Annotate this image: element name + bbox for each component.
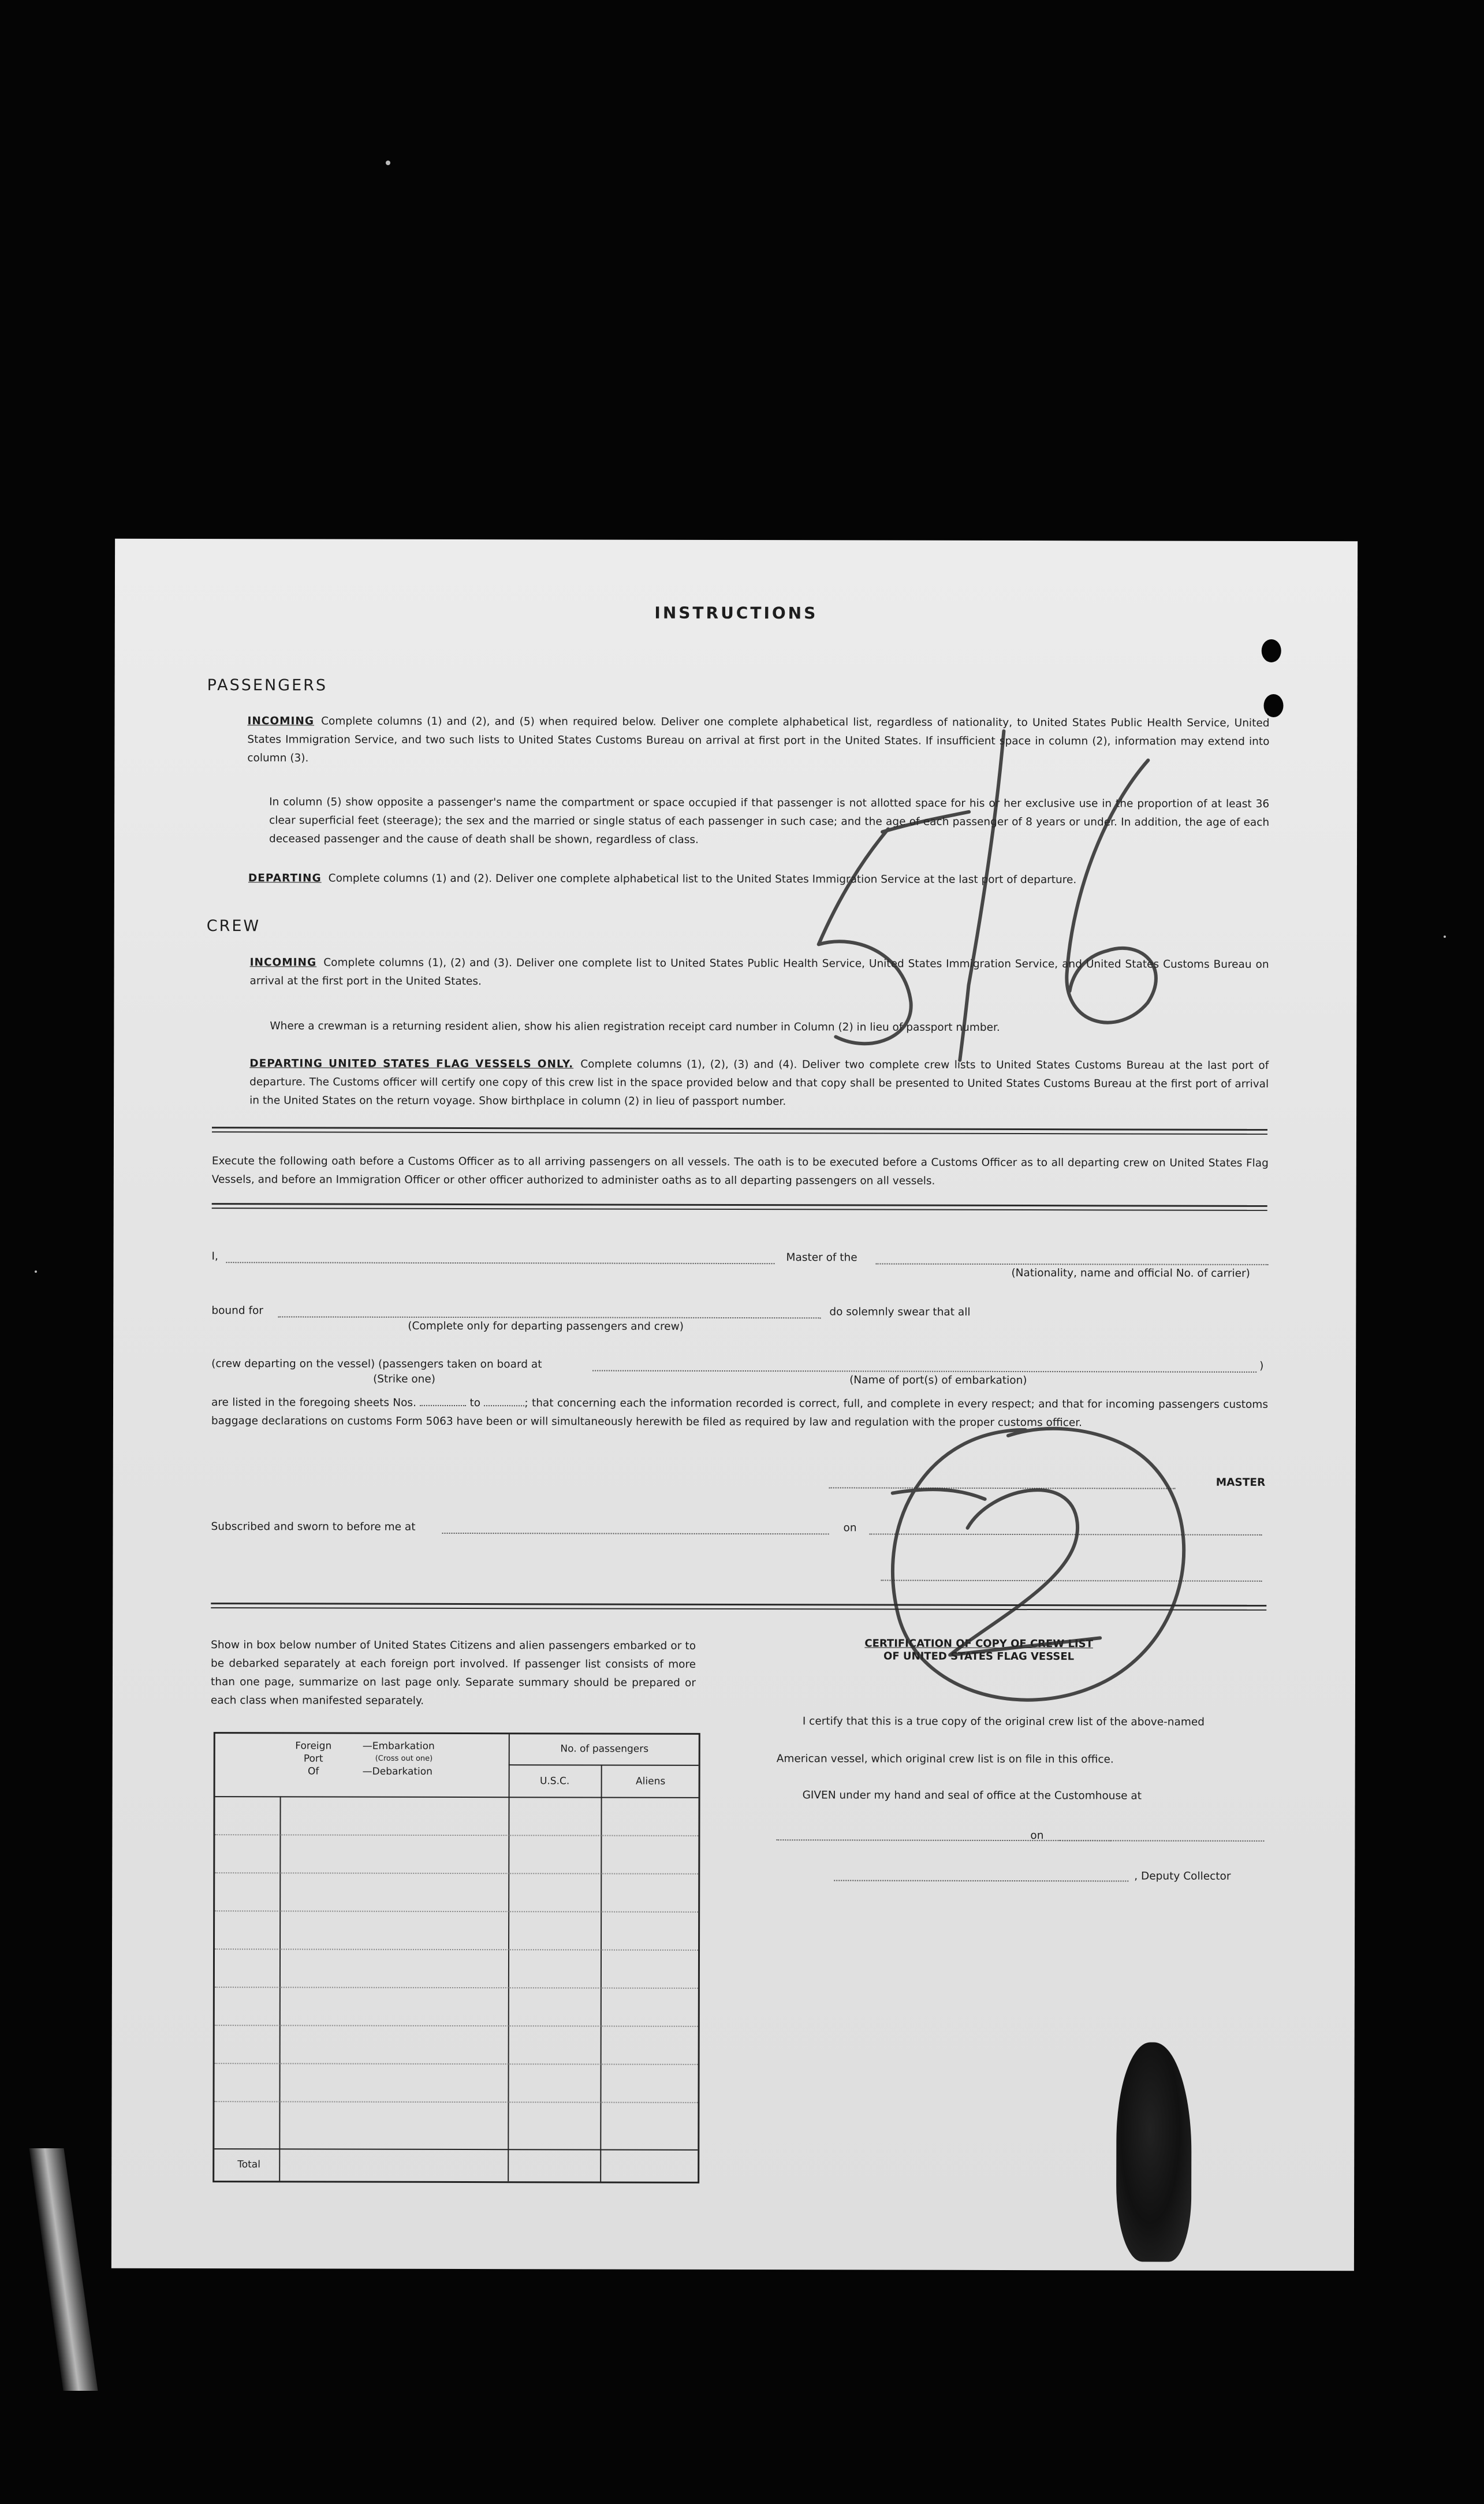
- table-row-line: [215, 2025, 698, 2027]
- dust-speck: [1444, 936, 1446, 938]
- crew-incoming-lead: INCOMING: [249, 956, 317, 969]
- close-paren: ): [1259, 1359, 1264, 1372]
- cert-on-label: on: [1030, 1829, 1044, 1842]
- nationality-caption: (Nationality, name and official No. of carrier): [1011, 1267, 1250, 1280]
- passengers-incoming-paragraph: [247, 712, 1269, 770]
- table-row-line: [215, 1987, 698, 1989]
- listed-to: to: [469, 1397, 481, 1410]
- crew-departing-flag-lead: DEPARTING UNITED STATES FLAG VESSELS ONLY.: [249, 1057, 574, 1071]
- listed-start: are listed in the foregoing sheets Nos.: [211, 1396, 416, 1409]
- divider-rule: [212, 1203, 1267, 1207]
- document-page: [111, 539, 1358, 2271]
- listed-paragraph: [211, 1393, 1268, 1433]
- american-vessel-line: American vessel, which original crew list is on file in this office.: [776, 1753, 1114, 1766]
- dust-speck: [386, 161, 390, 165]
- passenger-summary-table: [212, 1732, 700, 2183]
- divider-rule: [212, 1131, 1267, 1135]
- table-row-line: [215, 1872, 698, 1875]
- table-divider: [279, 1796, 281, 2181]
- bound-caption: (Complete only for departing passengers and crew): [408, 1320, 684, 1333]
- passengers-incoming-text: Complete columns (1) and (2), and (5) when required below. Deliver one complete alphabetical list, regardless of nationality, to United States Public Health Service, United States Immigration Service, and two such lists to United States Customs Bureau on arrival at first port in the United States. If insufficient space in column (2), information may extend into column (3).: [247, 715, 1270, 765]
- passengers-departing-text: Complete columns (1) and (2). Deliver one complete alphabetical list to the United States Immigration Service at the last port of departure.: [328, 872, 1077, 886]
- master-label: MASTER: [1215, 1476, 1266, 1489]
- crew-incoming-paragraph: [250, 953, 1269, 993]
- col-aliens-header: Aliens: [636, 1775, 666, 1787]
- dust-speck: [35, 1270, 37, 1273]
- subscribed-date-line: [870, 1533, 1262, 1535]
- given-line: GIVEN under my hand and seal of office at the Customhouse at: [802, 1789, 1142, 1802]
- passengers-heading: PASSENGERS: [207, 676, 328, 695]
- column5-paragraph: In column (5) show opposite a passenger's name the compartment or space occupied if that passenger is not allotted space for his or her exclusive use in the proportion of at least 36 clear superficial feet (steerage); the sex and the married or single status of each passenger in such case; and the age of each passenger of 8 years or under. In addition, the age of each deceased passenger and the cause of death shall be shown, regardless of class.: [269, 796, 1270, 846]
- subscribed-on-label: on: [843, 1522, 857, 1534]
- divider-rule: [211, 1607, 1266, 1611]
- divider-rule: [211, 1603, 1266, 1607]
- ports-caption: (Name of port(s) of embarkation): [849, 1374, 1027, 1387]
- crew-departing-label: (crew departing on the vessel) (passengers taken on board at: [211, 1358, 542, 1371]
- bound-for-line: [278, 1316, 821, 1318]
- master-name-line: [226, 1262, 775, 1264]
- col-usc-header: U.S.C.: [539, 1775, 570, 1787]
- embarkation-ports-line: [592, 1370, 1256, 1372]
- officer-signature-line: [881, 1580, 1262, 1582]
- col-passengers-header: No. of passengers: [560, 1743, 649, 1755]
- cert-date-line: [1059, 1840, 1264, 1842]
- punch-hole: [1262, 639, 1281, 662]
- col-embark-debark-header: —Embarkation (Cross out one) —Debarkation: [362, 1740, 435, 1778]
- carrier-line: [876, 1264, 1269, 1265]
- oath-instruction-paragraph: Execute the following oath before a Customs Officer as to all arriving passengers on all vessels. The oath is to be executed before a Customs Officer as to all departing crew on United States Flag Vessels, and before an Immigration Officer or other officer authorized to administer oaths as to all departing passengers on all vessels.: [211, 1155, 1269, 1187]
- table-row-line: [215, 1948, 698, 1951]
- table-divider: [215, 1796, 699, 1798]
- page-title: INSTRUCTIONS: [654, 603, 818, 623]
- divider-rule: [212, 1208, 1267, 1211]
- table-row-line: [215, 2063, 698, 2065]
- deputy-collector-label: , Deputy Collector: [1134, 1870, 1231, 1883]
- summary-instructions: Show in box below number of United States Citizens and alien passengers embarked or to be debarked separately at each foreign port involved. If passenger list consists of more than one page, summarize on last page only. Separate summary should be prepared or each class when manifested separately.: [210, 1639, 696, 1707]
- certification-title: CERTIFICATION OF COPY OF CREW LIST OF UNITED STATES FLAG VESSEL: [864, 1637, 1093, 1663]
- certify-line: I certify that this is a true copy of the original crew list of the above-named: [802, 1715, 1205, 1728]
- bound-for-label: bound for: [211, 1305, 263, 1317]
- subscribed-label: Subscribed and sworn to before me at: [211, 1521, 416, 1533]
- wax-seal: [1116, 2042, 1192, 2261]
- table-row-line: [215, 1910, 698, 1913]
- crew-departing-flag-text: Complete columns (1), (2), (3) and (4). Deliver two complete crew lists to United States Customs Bureau at the last port of departure. The Customs officer will certify one copy of this crew list in the space provided below and that copy shall be presented to United States Customs Bureau at the first port of arrival in the United States on the return voyage. Show birthplace in column (2) in lieu of passport number.: [249, 1058, 1269, 1108]
- listed-rest: ; that concerning each the information recorded is correct, full, and complete in every respect; and that for incoming passengers customs baggage declarations on customs Form 5063 have been or will simultaneously herewith be filed as required by law and regulation with the proper customs officer.: [211, 1397, 1269, 1429]
- passengers-departing-paragraph: [248, 869, 1270, 890]
- total-label: Total: [237, 2159, 260, 2171]
- oath-i-label: I,: [211, 1250, 218, 1263]
- subscribed-place-line: [442, 1533, 829, 1534]
- deputy-signature-line: [834, 1880, 1128, 1881]
- passengers-departing-lead: DEPARTING: [248, 872, 322, 885]
- table-divider: [600, 1765, 602, 2182]
- passengers-incoming-lead: INCOMING: [247, 715, 315, 728]
- crew-departing-flag-paragraph: [249, 1054, 1269, 1112]
- table-row-line: [214, 2101, 698, 2103]
- col-foreign-port-header: Foreign Port Of: [295, 1740, 332, 1778]
- master-of-the-label: Master of the: [786, 1251, 857, 1264]
- strike-one-caption: (Strike one): [373, 1373, 436, 1385]
- table-row-line: [215, 1834, 698, 1836]
- swear-label: do solemnly swear that all: [829, 1306, 971, 1318]
- adjacent-page-edge: [29, 2148, 98, 2391]
- handwritten-circled-2: [857, 1406, 1216, 1730]
- table-divider: [508, 1734, 510, 2181]
- table-divider: [509, 1764, 699, 1766]
- table-divider: [214, 2148, 698, 2151]
- crew-incoming-text: Complete columns (1), (2) and (3). Deliver one complete list to United States Public Health Service, United States Immigration Service, and United States Customs Bureau on arrival at the first port in the United States.: [249, 956, 1269, 988]
- master-signature-line: [829, 1487, 1176, 1489]
- crew-heading: CREW: [206, 917, 261, 936]
- crew-resident-paragraph: Where a crewman is a returning resident alien, show his alien registration receipt card number in Column (2) in lieu of passport number.: [270, 1020, 1000, 1034]
- divider-rule: [212, 1127, 1267, 1131]
